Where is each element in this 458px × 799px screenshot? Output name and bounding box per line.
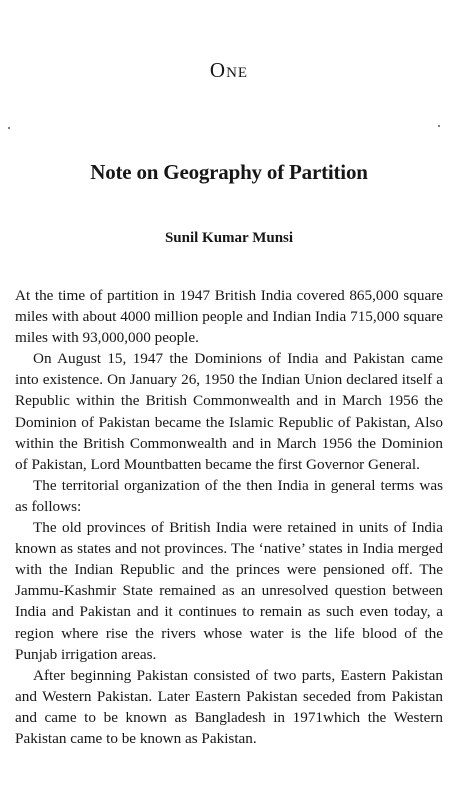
page-speck [8,127,10,129]
body-paragraph: On August 15, 1947 the Dominions of India and Pakistan came into existence. On January 26, 1950 the Indian Union declared itself a Republic within the British Commonwealth and in March 1956 the Dominion of Pakistan became the Islamic Republic of Pakistan, Also within the British Commonwealth and in March 1956 the Dominion of Pakistan, Lord Mountbatten became the first Governor General. [15,350,443,473]
article-title: Note on Geography of Partition [90,160,368,184]
body-paragraph: After beginning Pakistan consisted of two parts, Eastern Pakistan and Western Pakistan. Later Eastern Pakistan seceded from Pakistan and came to be known as Bangladesh in 1971which the Western Pakistan came to be known as Pakistan. [15,666,443,747]
page-speck [438,125,440,127]
body-paragraph: The old provinces of British India were retained in units of India known as states and not provinces. The ‘native’ states in India merged with the Indian Republic and the princes were pensioned off. The Jammu-Kashmir State remained as an unresolved question between India and Pakistan and it continues to remain as such even today, a region where rise the rivers whose water is the life blood of the Punjab irrigation areas. [15,519,443,663]
chapter-number: One [209,58,249,82]
article-body [15,285,443,749]
body-paragraph: At the time of partition in 1947 British India covered 865,000 square miles with about 4000 million people and Indian India 715,000 square miles with 93,000,000 people. [15,287,443,347]
article-author: Sunil Kumar Munsi [164,230,294,246]
body-paragraph: The territorial organization of the then India in general terms was as follows: [15,476,443,515]
